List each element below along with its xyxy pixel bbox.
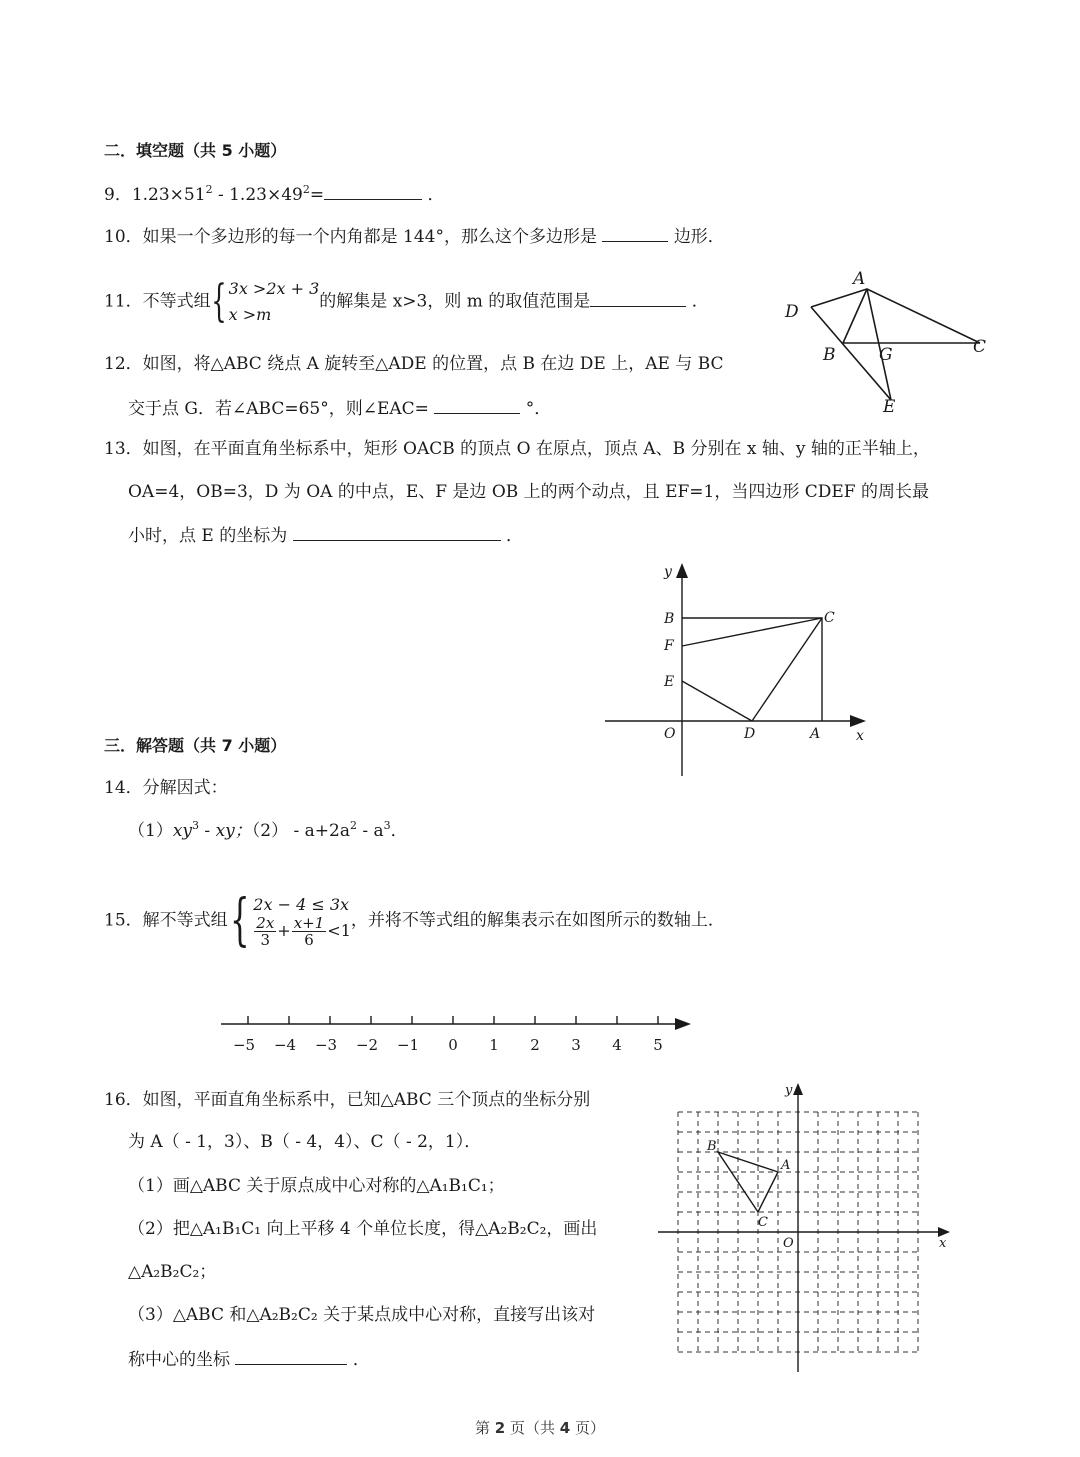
answer-blank-12[interactable]: [434, 395, 520, 414]
svg-text:D: D: [744, 726, 756, 742]
question-16-line-2: 为 A（ - 1，3）、B（ - 4，4）、C（ - 2，1）．: [128, 1132, 482, 1152]
number-line: [215, 1010, 695, 1058]
question-13-line-2: OA=4，OB=3，D 为 OA 的中点，E、F 是边 OB 上的两个动点，且 EF=1，当四边形 CDEF 的周长最: [128, 482, 929, 502]
inequality-system: { 3x >2x + 3 x >m: [210, 276, 320, 327]
svg-text:x: x: [939, 1236, 947, 1251]
svg-text:B: B: [664, 611, 675, 627]
answer-blank-10[interactable]: [602, 223, 668, 242]
question-16-sub-2b: △A₂B₂C₂；: [128, 1262, 217, 1282]
svg-text:0: 0: [448, 1036, 458, 1054]
answer-blank-11[interactable]: [590, 288, 686, 307]
svg-text:O: O: [664, 726, 676, 742]
answer-blank-13[interactable]: [293, 522, 501, 541]
question-14: 14．分解因式：: [104, 778, 228, 798]
figure-16-coordinate-grid: [655, 1075, 965, 1380]
question-16-sub-2: （2）把△A₁B₁C₁ 向上平移 4 个单位长度，得△A₂B₂C₂，画出: [128, 1219, 598, 1239]
svg-text:A: A: [781, 1158, 791, 1173]
answer-blank-16[interactable]: [235, 1346, 347, 1365]
svg-text:−2: −2: [355, 1036, 379, 1054]
svg-text:2: 2: [530, 1036, 540, 1054]
question-12-line-2: 交于点 G．若∠ABC=65°，则∠EAC= °．: [128, 395, 551, 421]
svg-text:C: C: [824, 610, 835, 626]
figure-13-coordinate-rectangle: [600, 558, 880, 783]
page-footer: 第 2 页（共 4 页）: [475, 1419, 605, 1437]
question-14-parts: $(1)xy^3$ - xy；$(2) - a+2a^2 - a^3$．: [128, 819, 408, 841]
svg-text:E: E: [664, 674, 675, 690]
question-10: 10．如果一个多边形的每一个内角都是 144°，那么这个多边形是 边形．: [104, 223, 725, 249]
figure-12-triangle-rotation: [775, 262, 1000, 420]
svg-text:D: D: [785, 302, 799, 322]
svg-text:G: G: [879, 345, 893, 365]
question-9: 9．$1.23\times 51^2 - 1.23\times 49^2=$ ．: [104, 183, 445, 205]
svg-text:F: F: [664, 638, 674, 654]
question-13-line-1: 13．如图，在平面直角坐标系中，矩形 OACB 的顶点 O 在原点，顶点 A、B 分别在 x 轴、y 轴的正半轴上，: [104, 439, 930, 459]
svg-text:E: E: [883, 397, 896, 417]
svg-text:y: y: [664, 564, 672, 580]
inequality-system-15: { 2x − 4 ≤ 3x $\frac{2x}{3}$ + $\frac{x+1}{6}$ <1: [229, 888, 351, 953]
question-11: 11．不等式组{ 3x >2x + 3 x >m 的解集是 x>3，则 m 的取值范围是 ．: [104, 276, 709, 327]
question-15: 15．解不等式组{ 2x − 4 ≤ 3x $\frac{2x}{3}$ + $\frac{x+1}{6}$ <1 ，并将不等式组的解集表示在如图所示的数轴上．: [104, 888, 725, 953]
svg-text:−5: −5: [232, 1036, 256, 1054]
svg-text:1: 1: [489, 1036, 499, 1054]
svg-text:B: B: [823, 345, 836, 365]
question-13-line-3: 小时，点 E 的坐标为 ．: [128, 522, 523, 548]
svg-text:5: 5: [653, 1036, 663, 1054]
svg-text:B: B: [707, 1139, 717, 1154]
question-16-line-1: 16．如图，平面直角坐标系中，已知△ABC 三个顶点的坐标分别: [104, 1090, 591, 1110]
svg-text:4: 4: [612, 1036, 622, 1054]
question-16-sub-3b: 称中心的坐标 ．: [128, 1346, 370, 1372]
section-3-heading: 三．解答题（共 7 小题）: [104, 736, 287, 755]
svg-text:A: A: [853, 269, 866, 289]
svg-text:3: 3: [571, 1036, 581, 1054]
svg-text:C: C: [758, 1215, 768, 1230]
svg-text:−1: −1: [396, 1036, 420, 1054]
question-16-sub-3: （3）△ABC 和△A₂B₂C₂ 关于某点成中心对称，直接写出该对: [128, 1305, 596, 1325]
svg-text:A: A: [810, 726, 821, 742]
svg-text:−4: −4: [273, 1036, 297, 1054]
section-2-heading: 二．填空题（共 5 小题）: [104, 141, 287, 160]
question-16-sub-1: （1）画△ABC 关于原点成中心对称的△A₁B₁C₁；: [128, 1176, 505, 1196]
svg-text:O: O: [783, 1236, 794, 1251]
svg-text:y: y: [785, 1083, 793, 1098]
svg-text:C: C: [973, 337, 987, 357]
answer-blank-9[interactable]: [324, 181, 422, 200]
svg-text:−3: −3: [314, 1036, 338, 1054]
question-12-line-1: 12．如图，将△ABC 绕点 A 旋转至△ADE 的位置，点 B 在边 DE 上，AE 与 BC: [104, 354, 724, 374]
svg-text:x: x: [856, 728, 864, 744]
